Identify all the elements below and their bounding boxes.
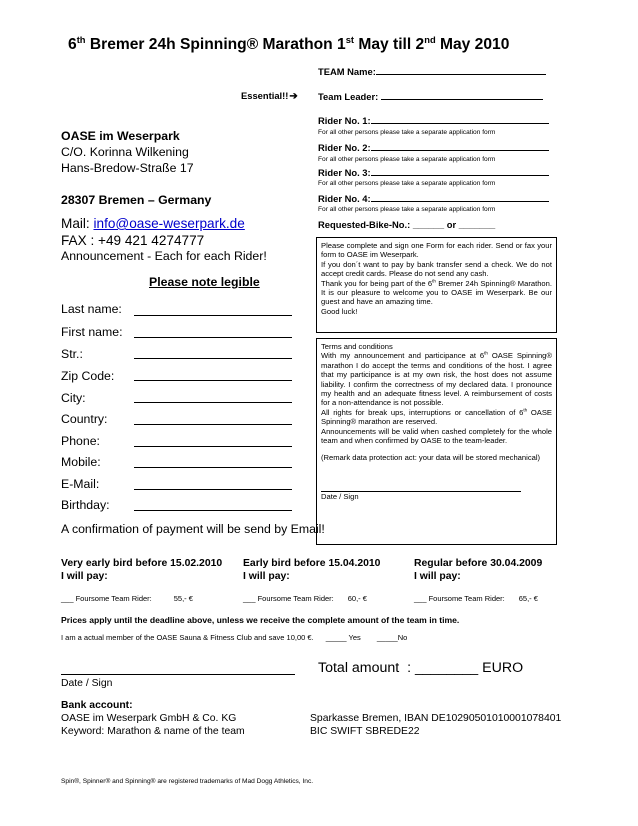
price-2-amount: 60,- € xyxy=(347,594,367,603)
price-col-1 xyxy=(61,558,222,583)
price-3-title: Regular before 30.04.2009 xyxy=(414,558,543,569)
field-first-name-line[interactable] xyxy=(134,337,292,338)
rider-1-label: Rider No. 1: xyxy=(318,115,371,126)
terms-paragraph-4: (Remark data protection act: your data will be stored mechanical) xyxy=(321,453,541,463)
org-street: Hans-Bredow-Straße 17 xyxy=(61,161,194,175)
total-amount-label: Total amount xyxy=(318,660,400,676)
terms-paragraph-3: Announcements will be valid when cashed completely for the whole team and when confirmed by OASE to the team-leader. xyxy=(321,426,552,446)
price-2-item[interactable] xyxy=(243,594,367,603)
rider-1-note: For all other persons please take a separate application form xyxy=(318,129,496,136)
title-date-suffix-2: nd xyxy=(424,34,436,45)
mail-link[interactable]: info@oase-weserpark.de xyxy=(93,216,245,231)
total-colon: : xyxy=(407,660,412,676)
terms-p2-end: OASE Spinning® marathon are reserved. xyxy=(321,407,552,427)
field-city-label: City: xyxy=(61,391,86,405)
field-zip-label: Zip Code: xyxy=(61,369,115,383)
org-contact: C/O. Korinna Wilkening xyxy=(61,145,189,159)
total-currency: EURO xyxy=(482,660,524,676)
info-thanks-sup: th xyxy=(432,278,436,284)
bike-or: or xyxy=(446,219,457,230)
rider-3-note: For all other persons please take a separate application form xyxy=(318,180,496,187)
field-mobile-line[interactable] xyxy=(134,467,292,468)
mail-row xyxy=(61,216,245,231)
rider-2-line[interactable] xyxy=(371,141,549,151)
price-1-title: Very early bird before 15.02.2010 xyxy=(61,558,223,569)
price-1-amount: 55,- € xyxy=(173,594,193,603)
price-col-2 xyxy=(243,558,380,583)
team-name-row[interactable] xyxy=(318,65,546,77)
price-2-title: Early bird before 15.04.2010 xyxy=(243,558,381,569)
price-2-item-label: ___ Foursome Team Rider: xyxy=(243,594,334,603)
rider-4-note: For all other persons please take a separate application form xyxy=(318,206,496,213)
total-amount-row[interactable] xyxy=(318,660,523,676)
field-street-line[interactable] xyxy=(134,358,292,359)
field-country-label: Country: xyxy=(61,412,108,426)
rider-2-note: For all other persons please take a separate application form xyxy=(318,156,496,163)
member-yes[interactable]: _____ Yes xyxy=(325,633,361,642)
total-signature-line[interactable] xyxy=(61,674,295,675)
info-paragraph-1: Please complete and sign one Form for each rider. Send or fax your form to OASE im Weserpark. xyxy=(321,241,552,260)
bank-bic: BIC SWIFT SBREDE22 xyxy=(310,726,420,737)
legible-note: Please note legible xyxy=(149,275,260,289)
arrow-right-icon: ➔ xyxy=(289,91,298,102)
rider-3-row[interactable] xyxy=(318,166,549,178)
price-3-item[interactable] xyxy=(414,594,538,603)
info-paragraph-3 xyxy=(321,279,552,307)
terms-heading: Terms and conditions xyxy=(321,342,393,351)
title-main: Bremer 24h Spinning® Marathon 1 xyxy=(85,36,346,53)
total-date-sign: Date / Sign xyxy=(61,678,113,689)
bank-heading: Bank account: xyxy=(61,700,133,711)
price-3-pay: I will pay: xyxy=(414,570,461,582)
fax: FAX : +49 421 4274777 xyxy=(61,233,205,248)
field-mobile-label: Mobile: xyxy=(61,455,101,469)
info-good-luck: Good luck! xyxy=(321,306,358,316)
terms-p2-sup: th xyxy=(523,407,528,413)
rider-3-label: Rider No. 3: xyxy=(318,167,371,178)
essential-note xyxy=(241,90,298,102)
rider-4-label: Rider No. 4: xyxy=(318,193,371,204)
price-1-item[interactable] xyxy=(61,594,193,603)
title-date-mid: May till 2 xyxy=(354,36,425,53)
info-thanks-end: Bremer 24h Spinning® Marathon. It is our pleasure to welcome you to OASE im Weserpark. Be our guest and have an amazing time. xyxy=(321,278,552,307)
field-phone-line[interactable] xyxy=(134,446,292,447)
prices-note: Prices apply until the deadline above, unless we receive the complete amount of the team in time. xyxy=(61,615,460,625)
announcement: Announcement - Each for each Rider! xyxy=(61,249,267,263)
rider-1-row[interactable] xyxy=(318,114,549,126)
bike-blank-1[interactable]: ______ xyxy=(412,219,445,230)
field-street-label: Str.: xyxy=(61,347,83,361)
member-text: I am a actual member of the OASE Sauna & Fitness Club and save 10,00 €. xyxy=(61,633,314,642)
rider-1-line[interactable] xyxy=(371,114,549,124)
mail-label: Mail: xyxy=(61,216,94,231)
org-city: 28307 Bremen – Germany xyxy=(61,193,212,207)
team-leader-line[interactable] xyxy=(381,90,543,100)
bike-blank-2[interactable]: _______ xyxy=(458,219,496,230)
terms-p1-sup: th xyxy=(484,350,488,356)
terms-paragraph-2 xyxy=(321,408,552,427)
member-no[interactable]: _____No xyxy=(376,633,408,642)
trademark-footer: Spin®, Spinner® and Spinning® are registered trademarks of Mad Dogg Athletics, Inc. xyxy=(61,778,314,785)
bank-keyword: Keyword: Marathon & name of the team xyxy=(61,726,245,737)
field-country-line[interactable] xyxy=(134,424,292,425)
requested-bike-label: Requested-Bike-No.: xyxy=(318,219,411,230)
price-1-item-label: ___ Foursome Team Rider: xyxy=(61,594,152,603)
bank-iban: Sparkasse Bremen, IBAN DE10290501010001078401 xyxy=(310,713,562,724)
terms-p2-start: All rights for break ups, interruptions or cancellation of 6 xyxy=(321,407,524,417)
title-ordinal: 6 xyxy=(68,36,77,53)
title-end: May 2010 xyxy=(435,36,510,53)
price-1-pay: I will pay: xyxy=(61,570,108,582)
rider-4-row[interactable] xyxy=(318,192,549,204)
confirmation-note: A confirmation of payment will be send by Email! xyxy=(61,522,325,536)
field-email-label: E-Mail: xyxy=(61,477,100,491)
terms-date-sign: Date / Sign xyxy=(321,491,359,501)
field-email-line[interactable] xyxy=(134,489,292,490)
total-amount-blank[interactable]: ________ xyxy=(415,660,479,676)
rider-2-label: Rider No. 2: xyxy=(318,142,371,153)
terms-paragraph-1 xyxy=(321,351,552,407)
title-ordinal-suffix: th xyxy=(76,34,86,45)
field-last-name-label: Last name: xyxy=(61,302,122,316)
bank-holder: OASE im Weserpark GmbH & Co. KG xyxy=(61,713,237,724)
info-box xyxy=(316,237,557,333)
terms-box xyxy=(316,338,557,545)
price-col-3 xyxy=(414,558,542,583)
price-2-pay: I will pay: xyxy=(243,570,290,582)
team-name-label: TEAM Name: xyxy=(318,66,376,77)
rider-2-row[interactable] xyxy=(318,141,549,153)
info-thanks-start: Thank you for being part of the 6 xyxy=(321,278,433,288)
title-date-suffix-1: st xyxy=(345,34,355,45)
price-3-item-label: ___ Foursome Team Rider: xyxy=(414,594,505,603)
team-name-line[interactable] xyxy=(376,65,546,75)
requested-bike-row[interactable] xyxy=(318,219,495,230)
price-3-amount: 65,- € xyxy=(518,594,538,603)
page-title xyxy=(68,36,509,54)
field-first-name-label: First name: xyxy=(61,325,123,339)
terms-p1-start: With my announcement and participance at 6 xyxy=(321,351,485,361)
field-phone-label: Phone: xyxy=(61,434,100,448)
field-zip-line[interactable] xyxy=(134,380,292,381)
terms-p1-end: OASE Spinning® marathon I do accept the terms and conditions of the host. I agree that my participance is at my own risk, the host does not assume liability. I confirm the correctness of my declared data. I pronounce my health and an adequate fitness level. A reimbursement of costs for a non-attendance is not possible. xyxy=(321,351,552,408)
field-city-line[interactable] xyxy=(134,402,292,403)
member-row xyxy=(61,633,407,642)
field-last-name-line[interactable] xyxy=(134,315,292,316)
field-birthday-line[interactable] xyxy=(134,510,292,511)
team-leader-label: Team Leader: xyxy=(318,91,379,102)
field-birthday-label: Birthday: xyxy=(61,498,110,512)
essential-label: Essential!! xyxy=(241,90,289,101)
team-leader-row[interactable] xyxy=(318,90,543,102)
org-name: OASE im Weserpark xyxy=(61,129,180,143)
rider-4-line[interactable] xyxy=(371,192,549,202)
rider-3-line[interactable] xyxy=(371,166,549,176)
info-paragraph-2: If you don´t want to pay by bank transfer send a check. We do not accept credit cards. Please do not send any cash. xyxy=(321,259,552,279)
